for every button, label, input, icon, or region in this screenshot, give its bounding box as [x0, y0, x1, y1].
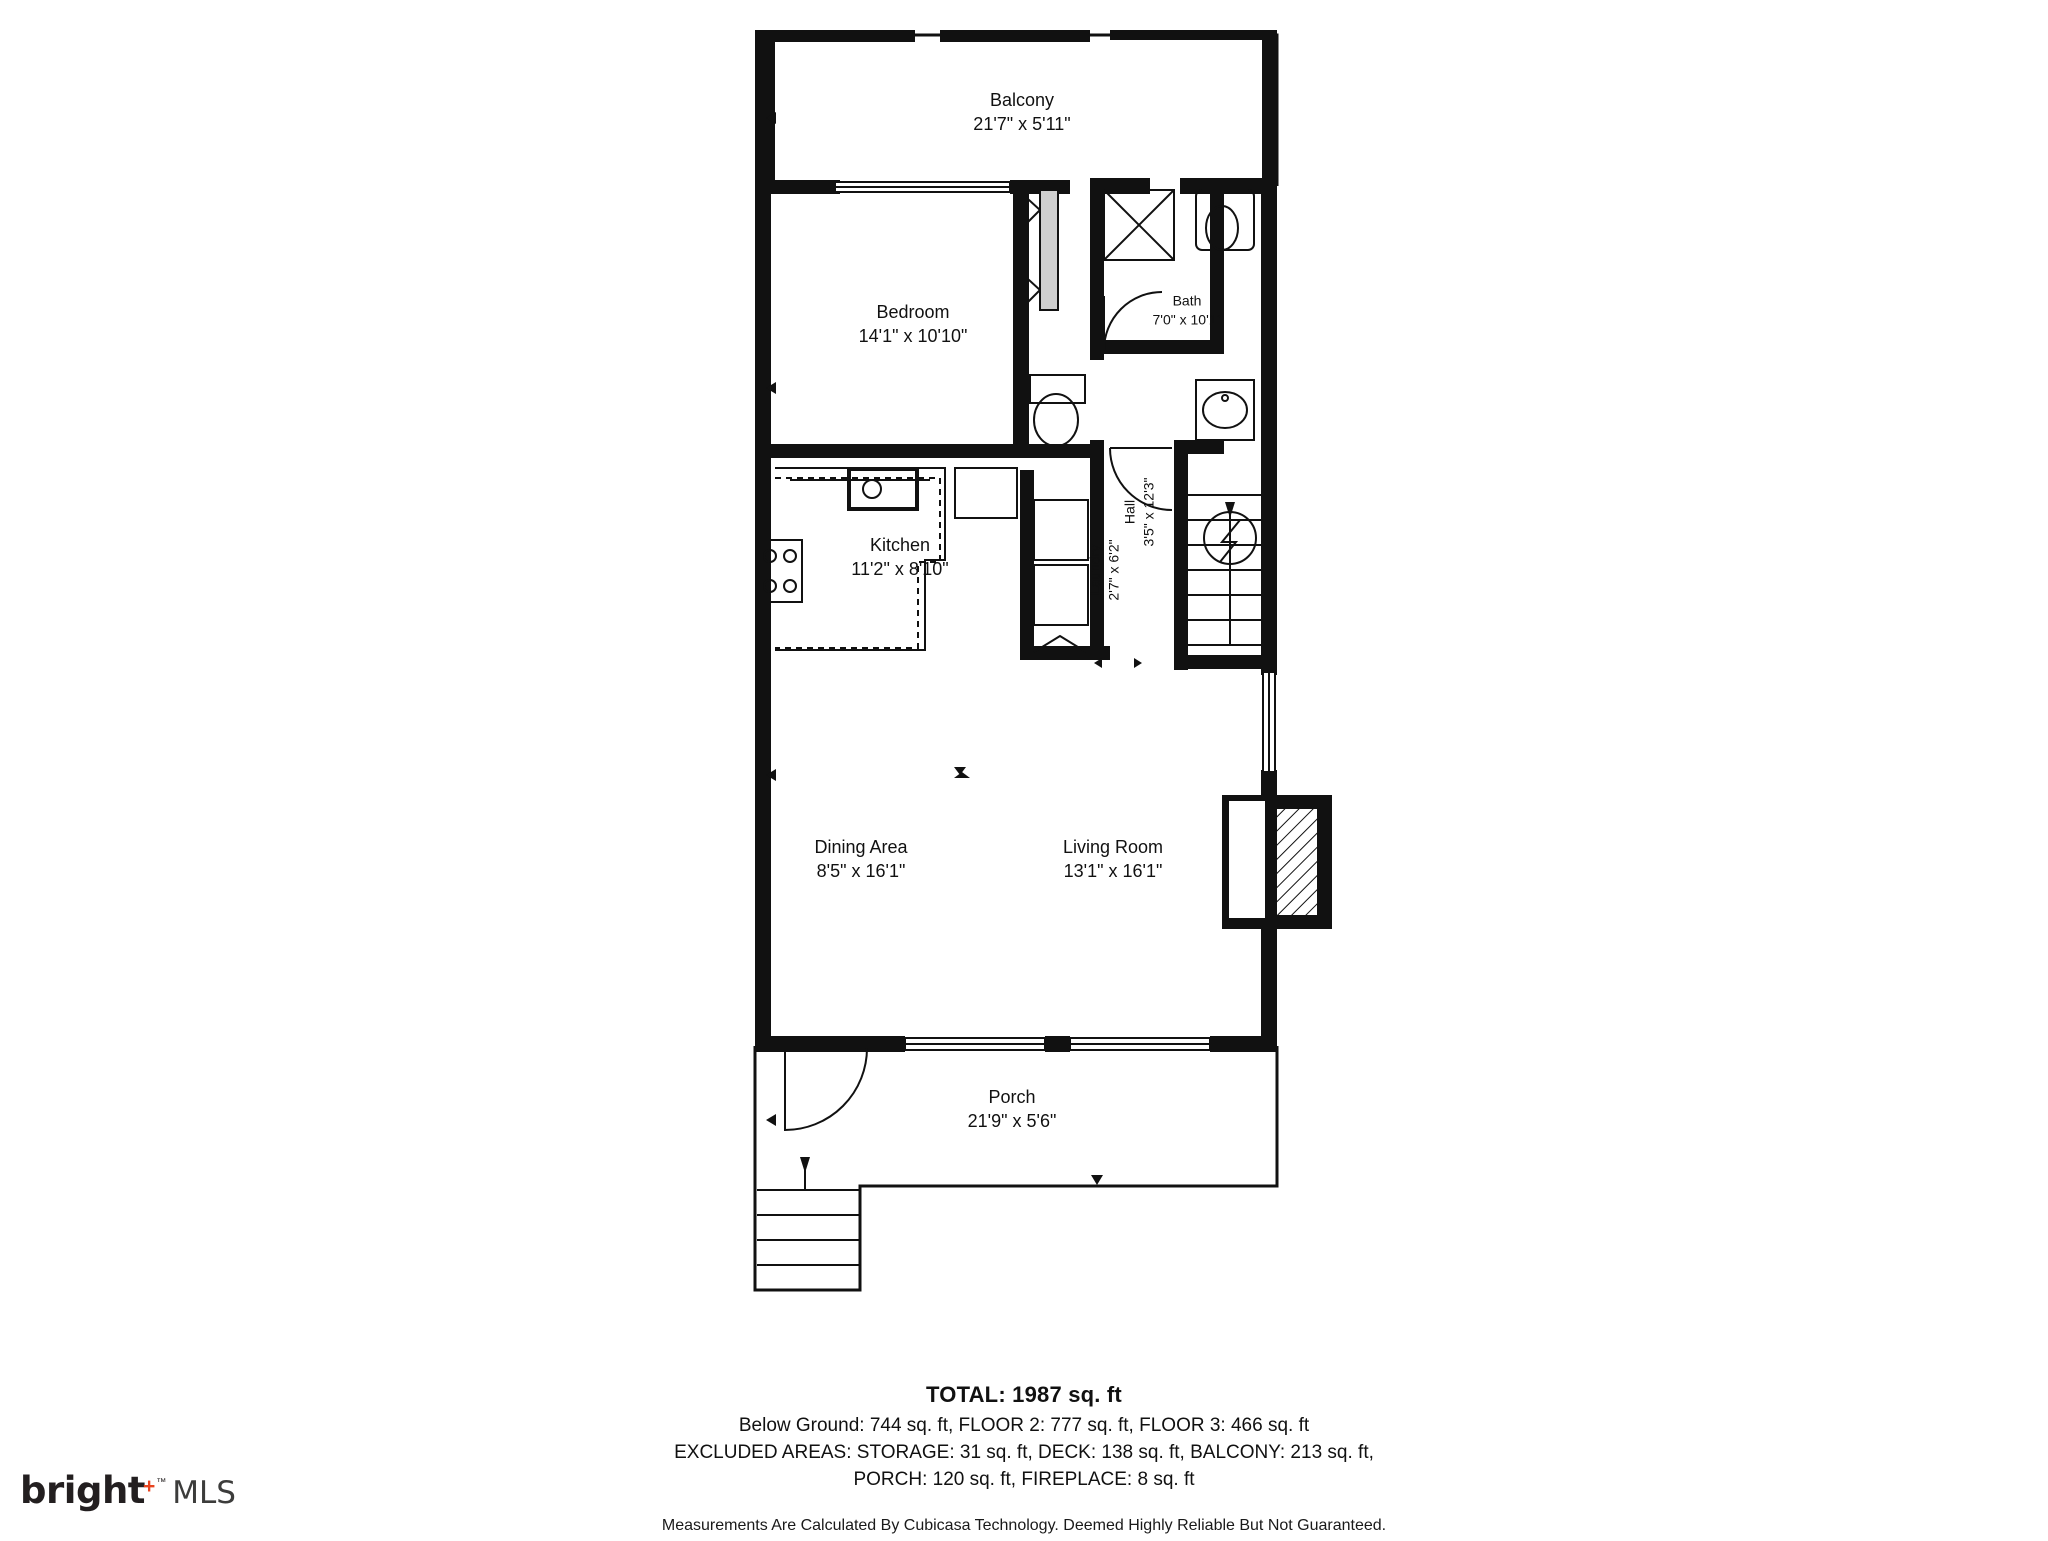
room-name: Bedroom — [876, 302, 950, 323]
floor-areas-line: Below Ground: 744 sq. ft, FLOOR 2: 777 sq. ft, FLOOR 3: 466 sq. ft — [738, 1415, 1310, 1436]
room-dims: 11'2" x 8'10" — [851, 559, 949, 579]
room-name: Porch — [988, 1087, 1036, 1108]
total-area-label: TOTAL: 1987 sq. ft — [926, 1382, 1122, 1407]
logo-trademark: ™ — [156, 1477, 167, 1488]
fireplace — [1228, 800, 1318, 919]
excluded-areas-line-1: EXCLUDED AREAS: STORAGE: 31 sq. ft, DECK: 138 sq. ft, BALCONY: 213 sq. ft, — [674, 1441, 1374, 1463]
room-dims: 7'0" x 10'1" — [1152, 311, 1222, 327]
room-name: Hall — [1121, 499, 1138, 525]
logo-plus-icon: + — [142, 1475, 156, 1498]
windows — [835, 182, 1275, 1050]
bright-mls-logo — [0, 1445, 256, 1536]
excluded-areas-line-2: PORCH: 120 sq. ft, FIREPLACE: 8 sq. ft — [853, 1468, 1195, 1490]
room-dims: 13'1" x 16'1" — [1063, 861, 1163, 881]
logo-word-bright: bright — [20, 1469, 145, 1512]
room-dims: 8'5" x 16'1" — [816, 861, 906, 881]
doors — [785, 190, 1172, 1130]
room-dims: 3'5" x 12'3" — [1140, 477, 1156, 547]
room-name: Dining Area — [814, 837, 908, 858]
area-summary — [0, 1382, 2048, 1535]
room-dims: 2'7" x 6'2" — [1105, 539, 1121, 601]
logo-word-mls: MLS — [172, 1475, 236, 1511]
room-name: Kitchen — [869, 535, 931, 556]
measurement-disclaimer: Measurements Are Calculated By Cubicasa Technology. Deemed Highly Reliable But Not Guaranteed. — [661, 1516, 1387, 1534]
room-name: Laundry — [1086, 544, 1103, 596]
room-name: Balcony — [989, 90, 1055, 111]
room-dims: 21'7" x 5'11" — [973, 114, 1071, 134]
room-dims: 14'1" x 10'10" — [858, 326, 968, 346]
room-name: Living Room — [1062, 837, 1164, 858]
room-dims: 21'9" x 5'6" — [967, 1111, 1057, 1131]
room-name: Bath — [1172, 292, 1202, 309]
